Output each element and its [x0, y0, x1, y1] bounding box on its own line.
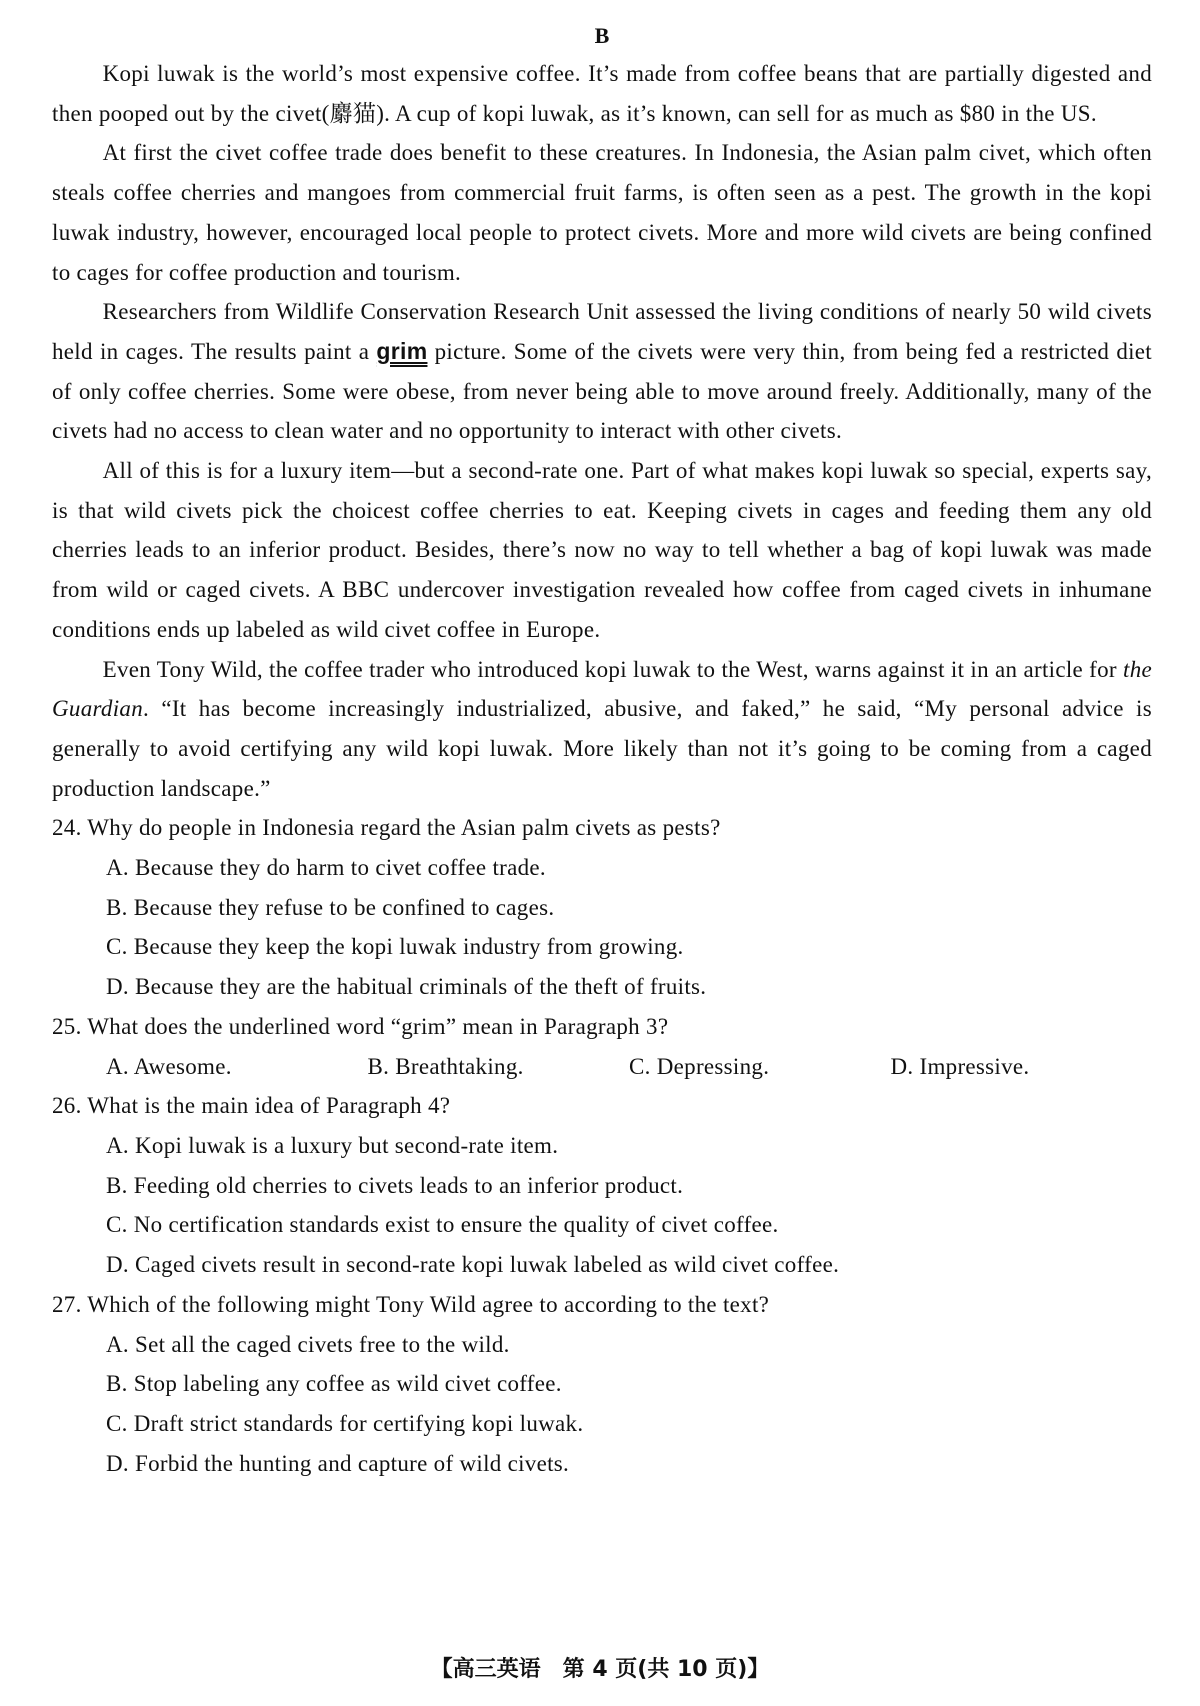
paragraph-text: Researchers from Wildlife Conservation Research Unit assessed the living conditions of nearly 50 wild civets held in cages. The results paint a	[52, 299, 1152, 364]
question-25-option-b[interactable]: B. Breathtaking.	[367, 1053, 524, 1079]
question-25-options	[106, 1047, 1152, 1087]
question-26-option-a[interactable]: A. Kopi luwak is a luxury but second-rate item.	[106, 1132, 559, 1158]
question-26-option-d[interactable]: D. Caged civets result in second-rate kopi luwak labeled as wild civet coffee.	[106, 1252, 840, 1278]
exam-page	[52, 18, 1152, 1483]
question-27-stem: 27. Which of the following might Tony Wild agree to according to the text?	[52, 1291, 770, 1317]
passage-paragraph-5	[52, 650, 1152, 809]
question-24-option-a[interactable]: A. Because they do harm to civet coffee trade.	[106, 855, 546, 881]
paragraph-text: Even Tony Wild, the coffee trader who introduced kopi luwak to the West, warns against it in an article for	[102, 656, 1123, 682]
question-27-option-c[interactable]: C. Draft strict standards for certifying kopi luwak.	[106, 1410, 584, 1436]
question-24-stem: 24. Why do people in Indonesia regard the Asian palm civets as pests?	[52, 815, 721, 841]
passage-paragraph-4: All of this is for a luxury item—but a second-rate one. Part of what makes kopi luwak so special, experts say, is that wild civets pick the choicest coffee cherries to eat. Keeping civets in cages and feeding them any old cherries leads to an inferior product. Besides, there’s now no way to tell whether a bag of kopi luwak was made from wild or caged civets. A BBC undercover investigation revealed how coffee from caged civets in inhumane conditions ends up labeled as wild civet coffee in Europe.	[52, 458, 1152, 642]
passage-paragraph-2: At first the civet coffee trade does benefit to these creatures. In Indonesia, the Asian palm civet, which often steals coffee cherries and mangoes from commercial fruit farms, is often seen as a pest. The growth in the kopi luwak industry, however, encouraged local people to protect civets. More and more wild civets are being confined to cages for coffee production and tourism.	[52, 140, 1152, 285]
question-27-option-b[interactable]: B. Stop labeling any coffee as wild civet coffee.	[106, 1371, 562, 1397]
passage-paragraph-1	[52, 54, 1152, 133]
question-26-option-c[interactable]: C. No certification standards exist to ensure the quality of civet coffee.	[106, 1212, 779, 1238]
section-heading: B	[594, 23, 610, 48]
question-24-option-c[interactable]: C. Because they keep the kopi luwak industry from growing.	[106, 934, 684, 960]
question-26-stem: 26. What is the main idea of Paragraph 4?	[52, 1093, 451, 1119]
question-27-option-a[interactable]: A. Set all the caged civets free to the wild.	[106, 1331, 510, 1357]
question-25-option-c[interactable]: C. Depressing.	[629, 1053, 770, 1079]
page-footer: 【高三英语 第 4 页(共 10 页)】	[430, 1657, 770, 1682]
publication-name: the Guardian	[52, 656, 1152, 722]
question-25-option-d[interactable]: D. Impressive.	[890, 1053, 1030, 1079]
paragraph-text: . “It has become increasingly industrialized, abusive, and faked,” he said, “My personal advice is generally to avoid certifying any wild kopi luwak. More likely than not it’s going to be coming from a caged production landscape.”	[52, 696, 1152, 801]
question-26-option-b[interactable]: B. Feeding old cherries to civets leads to an inferior product.	[106, 1172, 684, 1198]
question-24-option-d[interactable]: D. Because they are the habitual criminals of the theft of fruits.	[106, 974, 707, 1000]
question-27-option-d[interactable]: D. Forbid the hunting and capture of wild civets.	[106, 1450, 570, 1476]
question-25-stem: 25. What does the underlined word “grim” mean in Paragraph 3?	[52, 1013, 669, 1039]
question-24-option-b[interactable]: B. Because they refuse to be confined to cages.	[106, 894, 555, 920]
question-25-option-a[interactable]: A. Awesome.	[106, 1053, 232, 1079]
passage-paragraph-3	[52, 292, 1152, 451]
paragraph-text: picture. Some of the civets were very thin, from being fed a restricted diet of only coffee cherries. Some were obese, from never being able to move around freely. Additionally, many of the civets had no access to clean water and no opportunity to interact with other civets.	[52, 338, 1153, 444]
underlined-word: grim	[376, 337, 428, 364]
paragraph-text: Kopi luwak is the world’s most expensive coffee. It’s made from coffee beans that are partially digested and then pooped out by the civet(麝猫). A cup of kopi luwak, as it’s known, can sell for as much as $80 in the US.	[52, 61, 1152, 126]
